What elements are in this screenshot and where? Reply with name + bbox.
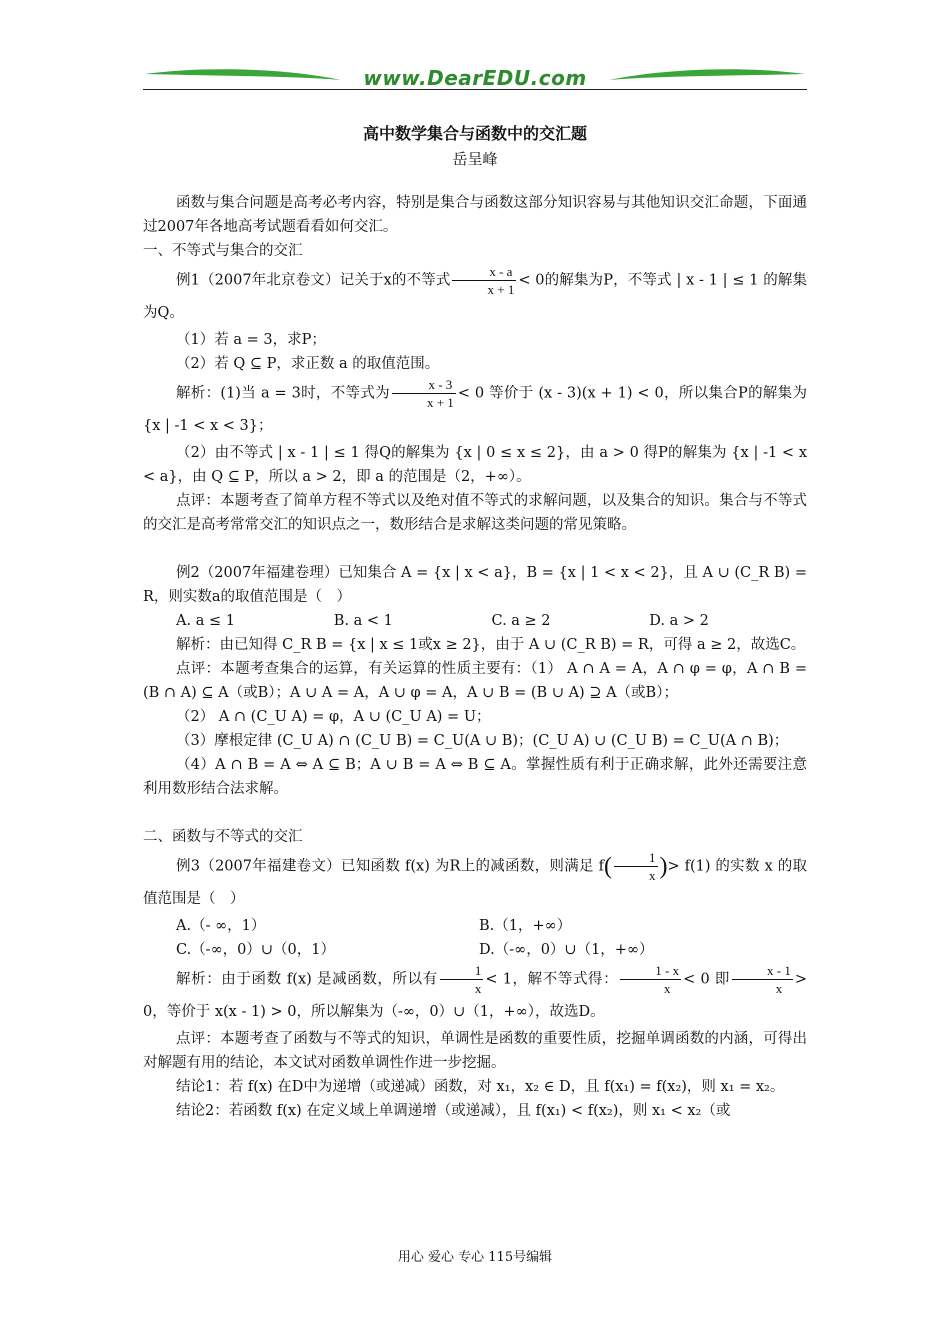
option-b: B. a < 1: [333, 613, 393, 629]
fraction-numerator: x - 3: [392, 376, 456, 394]
solution-fraction-2: [620, 962, 681, 997]
example-3-options-row-1: [143, 914, 807, 938]
solution-text-c: < 0 即: [683, 971, 731, 988]
header-rule: [143, 89, 807, 90]
option-c: C.（-∞，0）∪（0，1）: [176, 942, 335, 958]
fraction-numerator: 1: [614, 849, 658, 867]
example-3-options-row-2: [143, 938, 807, 962]
author: 岳呈峰: [452, 150, 498, 168]
solution-text-b: < 1，解不等式得：: [485, 971, 619, 988]
solution-text-a: 解析：由于函数 f(x) 是减函数，所以有: [176, 971, 438, 988]
example-3-solution: [143, 962, 807, 1027]
fraction-denominator: x + 1: [487, 282, 515, 297]
question-2: （2）若 Q ⊆ P，求正数 a 的取值范围。: [176, 356, 440, 372]
page-title: 高中数学集合与函数中的交汇题: [362, 124, 587, 143]
section-1-heading: 一、不等式与集合的交汇: [143, 243, 303, 259]
spacer: [143, 801, 807, 825]
solution-1-text-b: < 0 等价于 (x - 3)(x + 1) < 0，所以集合P的解集为 {x | -1 < x < 3}；: [143, 385, 807, 434]
example-2-solution: 解析：由已知得 C_R B = {x | x ≤ 1或x ≥ 2}，由于 A ∪ (C_R B) = R，可得 a ≥ 2，故选C。: [176, 637, 806, 653]
fraction-denominator: x + 1: [426, 395, 454, 410]
example-2-options: [143, 609, 807, 633]
example-1-fraction: [452, 263, 516, 298]
paren-left: (: [604, 853, 613, 880]
fraction-numerator: x - 1: [732, 962, 793, 980]
option-d: D.（-∞，0）∪（1，+∞）: [479, 942, 654, 958]
page-footer: 用心 爱心 专心 115号编辑: [397, 1250, 553, 1265]
option-a: A.（- ∞，1）: [176, 918, 266, 934]
example-3-text-a: 例3（2007年福建卷文）已知函数 f(x) 为R上的减函数，则满足 f: [176, 858, 605, 875]
example-1: [143, 263, 807, 328]
option-a: A. a ≤ 1: [176, 613, 235, 629]
fraction-denominator: x: [663, 981, 671, 996]
conclusion-2: 结论2：若函数 f(x) 在定义域上单调递增（或递减），且 f(x₁) < f(x₂)，则 x₁ < x₂（或: [176, 1103, 731, 1119]
example-2-comment-1: 点评：本题考查集合的运算，有关运算的性质主要有：（1） A ∩ A = A，A ∩ φ = φ，A ∩ B = (B ∩ A) ⊆ A（或B）；A ∪ A = A，A ∪ φ = A，A ∪ B = (B ∪ A) ⊇ A（或B）；: [143, 661, 807, 701]
question-1: （1）若 a = 3，求P；: [176, 332, 326, 348]
site-header: [143, 64, 807, 94]
option-c: C. a ≥ 2: [491, 613, 551, 629]
solution-1-text-a: 解析：(1)当 a = 3时，不等式为: [176, 385, 390, 402]
fraction-denominator: x: [649, 868, 656, 883]
site-logo[interactable]: www.DearEDU.com: [363, 66, 587, 90]
example-2-comment-2: （2） A ∩ (C_U A) = φ，A ∪ (C_U A) = U；: [176, 709, 491, 725]
example-1-text-a: 例1（2007年北京卷文）记关于x的不等式: [176, 272, 451, 289]
solution-2: （2）由不等式 | x - 1 | ≤ 1 得Q的解集为 {x | 0 ≤ x ≤ 2}，由 a > 0 得P的解集为 {x | -1 < x < a}，由 Q ⊆ P，所以 a > 2，即 a 的范围是（2，+∞）。: [143, 445, 807, 485]
fraction-denominator: x: [775, 981, 783, 996]
example-3-text-b: > f(1) 的实数 x 的取值范围是（ ）: [143, 858, 807, 907]
option-d: D. a > 2: [649, 613, 709, 629]
intro-paragraph: 函数与集合问题是高考必考内容，特别是集合与函数这部分知识容易与其他知识交汇命题，下面通过2007年各地高考试题看看如何交汇。: [143, 195, 807, 235]
option-b: B.（1，+∞）: [479, 918, 572, 934]
spacer: [143, 537, 807, 561]
example-2: 例2（2007年福建卷理）已知集合 A = {x | x < a}，B = {x | 1 < x < 2}，且 A ∪ (C_R B) = R，则实数a的取值范围是（ ）: [143, 565, 807, 605]
example-3-comment: 点评：本题考查了函数与不等式的知识，单调性是函数的重要性质，挖掘单调函数的内涵，可得出对解题有用的结论，本文试对函数单调性作进一步挖掘。: [143, 1031, 807, 1071]
paren-right: ): [659, 853, 668, 880]
section-2-heading: 二、函数与不等式的交汇: [143, 829, 303, 845]
comment-1: 点评：本题考查了简单方程不等式以及绝对值不等式的求解问题，以及集合的知识。集合与不等式的交汇是高考常常交汇的知识点之一，数形结合是求解这类问题的常见策略。: [143, 493, 807, 533]
solution-1: [143, 376, 807, 441]
solution-fraction-1: [440, 962, 484, 997]
example-1-text-b: < 0的解集为P，不等式 | x - 1 | ≤ 1 的解集为Q。: [143, 272, 808, 321]
solution-1-fraction: [392, 376, 456, 411]
fraction-denominator: x: [474, 981, 482, 996]
fraction-numerator: 1: [440, 962, 484, 980]
conclusion-1: 结论1：若 f(x) 在D中为递增（或递减）函数，对 x₁，x₂ ∈ D，且 f(x₁) = f(x₂)，则 x₁ = x₂。: [176, 1079, 785, 1095]
article-body: [143, 191, 807, 1123]
fraction-numerator: 1 - x: [620, 962, 681, 980]
example-3-fraction: [614, 849, 658, 884]
example-3: [143, 849, 807, 914]
example-2-comment-3: （3）摩根定律 (C_U A) ∩ (C_U B) = C_U(A ∪ B)；(C_U A) ∪ (C_U B) = C_U(A ∩ B)；: [176, 733, 789, 749]
example-2-comment-4: （4）A ∩ B = A ⇔ A ⊆ B；A ∪ B = A ⇔ B ⊆ A。掌握性质有利于正确求解，此外还需要注意利用数形结合法求解。: [143, 757, 807, 797]
fraction-numerator: x - a: [452, 263, 516, 281]
solution-fraction-3: [732, 962, 793, 997]
solution-text-d: > 0，等价于 x(x - 1) > 0，所以解集为（-∞，0）∪（1，+∞），故选D。: [143, 971, 808, 1020]
